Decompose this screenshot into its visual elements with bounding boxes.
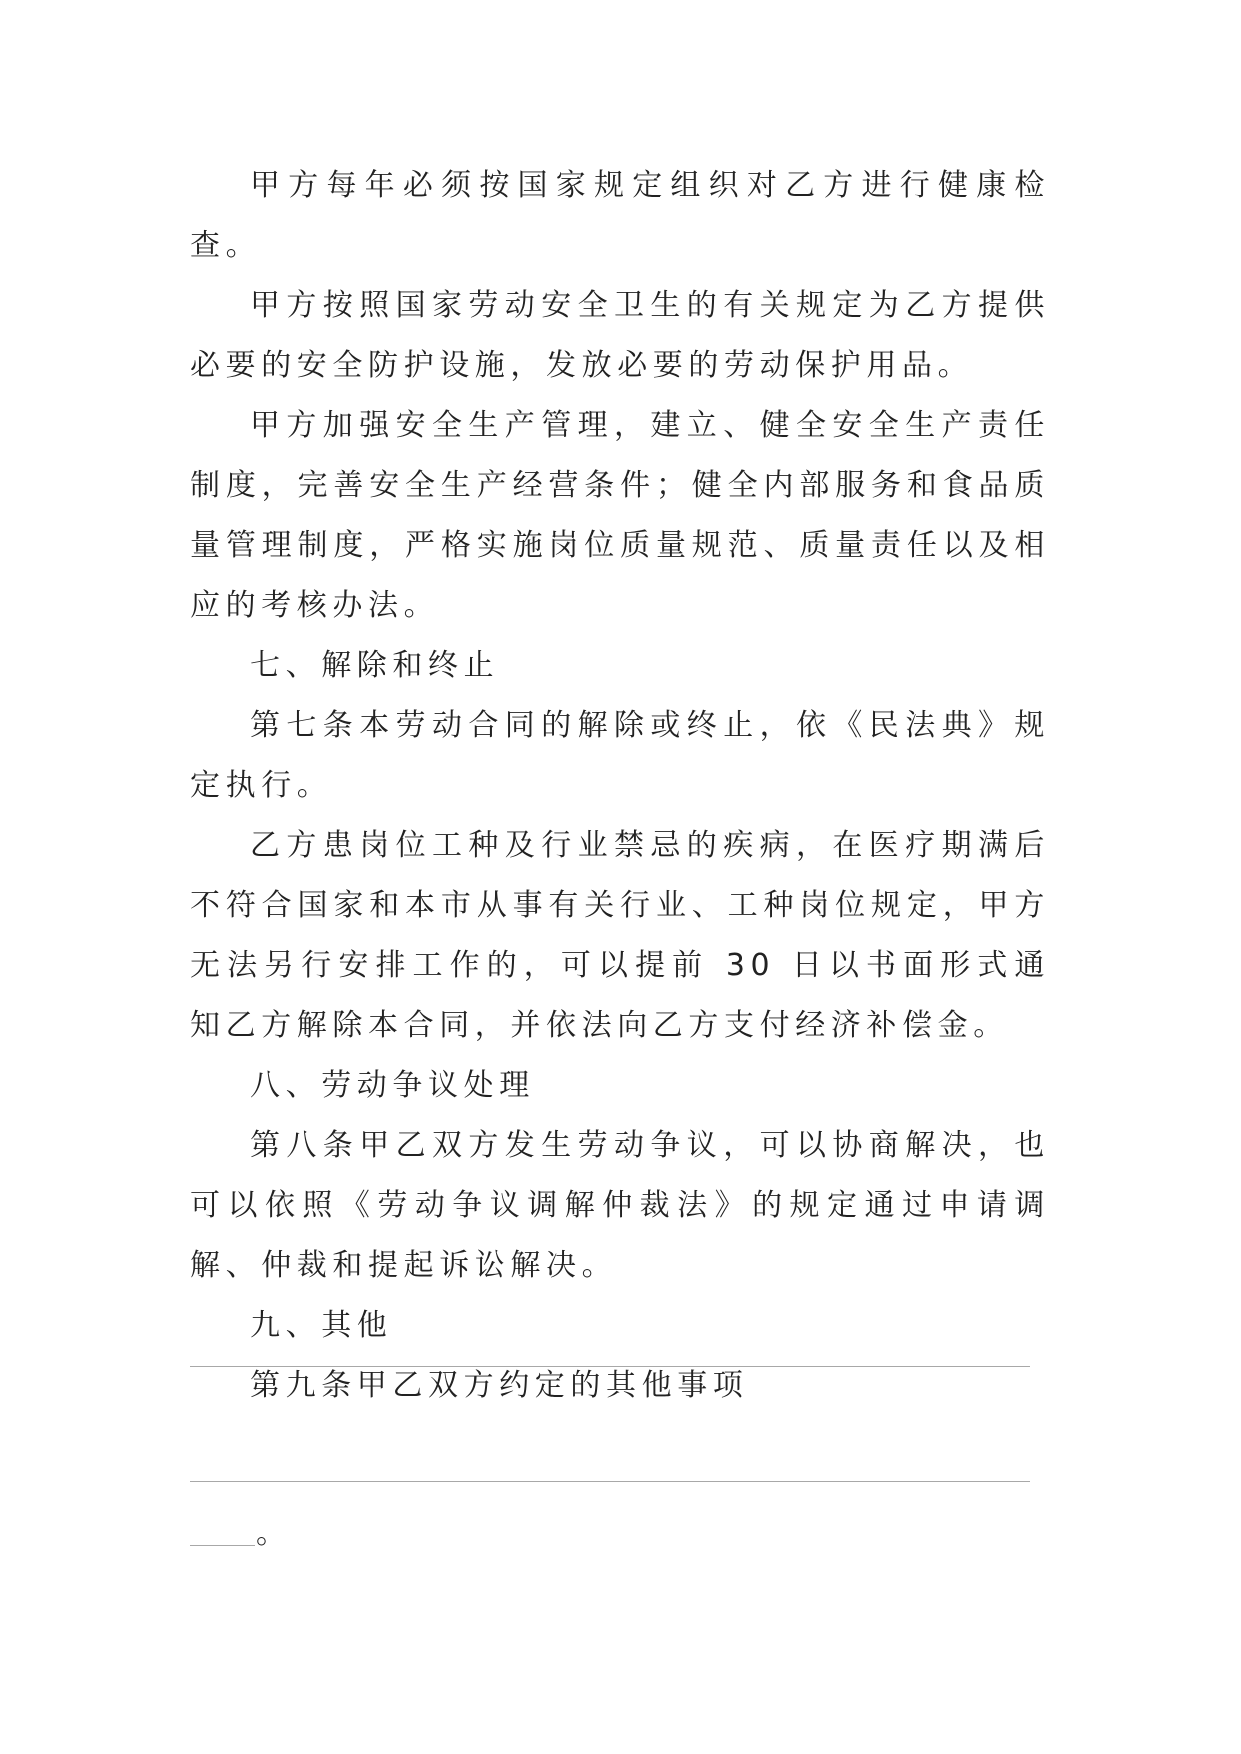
section-heading-other: 九、其他 [250, 1308, 393, 1343]
blank-fill-line-3 [190, 1545, 255, 1546]
paragraph-illness-termination: 乙方患岗位工种及行业禁忌的疾病，在医疗期满后不符合国家和本市从事有关行业、工种岗位规定，甲方无法另行安排工作的，可以提前 30 日以书面形式通知乙方解除本合同，并依法向乙方支付经济补偿金。 [190, 828, 1050, 1043]
paragraph-safety-protection: 甲方按照国家劳动安全卫生的有关规定为乙方提供必要的安全防护设施，发放必要的劳动保护用品。 [190, 288, 1050, 383]
contract-body [190, 156, 1050, 1416]
blank-fill-line-2 [190, 1481, 1030, 1482]
paragraph-safety-management: 甲方加强安全生产管理，建立、健全安全生产责任制度，完善安全生产经营条件；健全内部服务和食品质量管理制度，严格实施岗位质量规范、质量责任以及相应的考核办法。 [190, 408, 1050, 623]
paragraph-article-8: 第八条甲乙双方发生劳动争议，可以协商解决，也可以依照《劳动争议调解仲裁法》的规定通过申请调解、仲裁和提起诉讼解决。 [190, 1128, 1050, 1283]
paragraph-health-check: 甲方每年必须按国家规定组织对乙方进行健康检查。 [190, 168, 1050, 263]
blank-fill-line-1 [190, 1366, 1030, 1367]
paragraph-article-9: 第九条甲乙双方约定的其他事项 [250, 1368, 749, 1403]
section-heading-dispute: 八、劳动争议处理 [250, 1068, 535, 1103]
paragraph-article-7: 第七条本劳动合同的解除或终止，依《民法典》规定执行。 [190, 708, 1050, 803]
closing-period: 。 [256, 1516, 286, 1551]
section-heading-termination: 七、解除和终止 [250, 648, 500, 683]
